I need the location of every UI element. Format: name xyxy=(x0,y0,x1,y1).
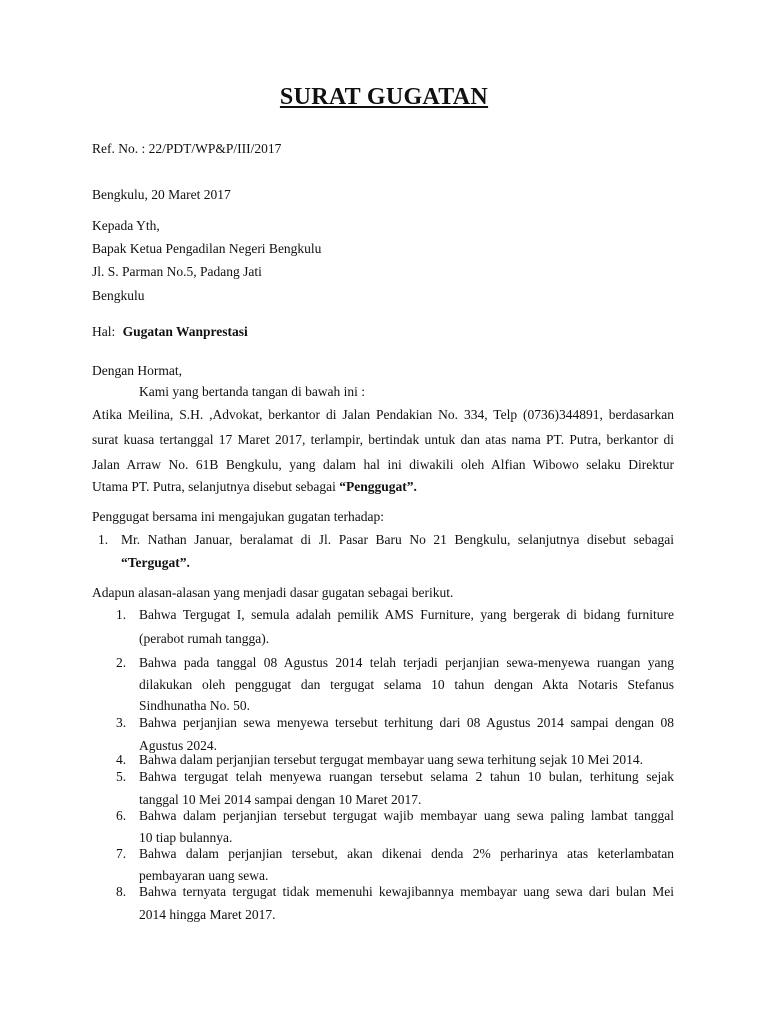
subject-line xyxy=(92,324,248,340)
reason-7-line-2: pembayaran uang sewa. xyxy=(139,868,269,883)
reason-3-line-2: Agustus 2024. xyxy=(139,738,218,753)
penggugat-term: “Penggugat”. xyxy=(339,479,417,494)
defendant-line-1: Mr. Nathan Januar, beralamat di Jl. Pasar Baru No 21 Bengkulu, selanjutnya disebut sebagai xyxy=(121,532,674,547)
reason-8-number: 8. xyxy=(116,884,127,899)
paragraph-2: Penggugat bersama ini mengajukan gugatan terhadap: xyxy=(92,509,385,524)
paragraph-1-line-4-text: Utama PT. Putra, selanjutnya disebut sebagai xyxy=(92,479,340,494)
reason-8-line-2: 2014 hingga Maret 2017. xyxy=(139,907,276,922)
reason-6-line-1: Bahwa dalam perjanjian tersebut tergugat wajib membayar uang sewa paling lambat tanggal xyxy=(139,808,674,823)
reason-1-number: 1. xyxy=(116,607,127,622)
reason-4-number: 4. xyxy=(116,752,127,767)
reason-1-line-1: Bahwa Tergugat I, semula adalah pemilik AMS Furniture, yang bergerak di bidang furniture xyxy=(139,607,674,622)
recipient-line-1: Kepada Yth, xyxy=(92,218,160,233)
reference-number: Ref. No. : 22/PDT/WP&P/III/2017 xyxy=(92,141,282,156)
subject-label: Hal: xyxy=(92,324,116,339)
reason-5-line-1: Bahwa tergugat telah menyewa ruangan tersebut selama 2 tahun 10 bulan, terhitung sejak xyxy=(139,769,674,784)
reason-7-number: 7. xyxy=(116,846,127,861)
reason-2-line-1: Bahwa pada tanggal 08 Agustus 2014 telah terjadi perjanjian sewa-menyewa ruangan yang xyxy=(139,655,674,670)
recipient-line-4: Bengkulu xyxy=(92,288,145,303)
reason-4-line-1: Bahwa dalam perjanjian tersebut tergugat membayar uang sewa terhitung sejak 10 Mei 2014. xyxy=(139,752,643,767)
reason-6-line-2: 10 tiap bulannya. xyxy=(139,830,233,845)
reason-6-number: 6. xyxy=(116,808,127,823)
paragraph-1-line-2: surat kuasa tertanggal 17 Maret 2017, terlampir, bertindak untuk dan atas nama PT. Putra, berkantor di xyxy=(92,432,674,447)
reason-5-line-2: tanggal 10 Mei 2014 sampai dengan 10 Maret 2017. xyxy=(139,792,422,807)
reason-8-line-1: Bahwa ternyata tergugat tidak memenuhi kewajibannya membayar uang sewa dari bulan Mei xyxy=(139,884,674,899)
recipient-line-3: Jl. S. Parman No.5, Padang Jati xyxy=(92,264,262,279)
paragraph-1-line-1: Atika Meilina, S.H. ,Advokat, berkantor di Jalan Pendakian No. 334, Telp (0736)344891, berdasarkan xyxy=(92,407,674,422)
defendant-number: 1. xyxy=(98,532,109,547)
place-date: Bengkulu, 20 Maret 2017 xyxy=(92,187,231,202)
greeting: Dengan Hormat, xyxy=(92,363,182,378)
paragraph-1-line-4 xyxy=(92,479,417,495)
reasons-intro: Adapun alasan-alasan yang menjadi dasar gugatan sebagai berikut. xyxy=(92,585,454,600)
reason-2-line-2: dilakukan oleh penggugat dan tergugat selama 10 tahun dengan Akta Notaris Stefanus xyxy=(139,677,674,692)
reason-1-line-2: (perabot rumah tangga). xyxy=(139,631,270,646)
recipient-line-2: Bapak Ketua Pengadilan Negeri Bengkulu xyxy=(92,241,322,256)
intro-line: Kami yang bertanda tangan di bawah ini : xyxy=(139,384,366,399)
reason-2-number: 2. xyxy=(116,655,127,670)
defendant-line-2: “Tergugat”. xyxy=(121,555,190,570)
reason-3-line-1: Bahwa perjanjian sewa menyewa tersebut terhitung dari 08 Agustus 2014 sampai dengan 08 xyxy=(139,715,674,730)
reason-7-line-1: Bahwa dalam perjanjian tersebut, akan dikenai denda 2% perharinya atas keterlambatan xyxy=(139,846,674,861)
subject-value: Gugatan Wanprestasi xyxy=(122,324,248,339)
document-title: SURAT GUGATAN xyxy=(279,84,489,110)
reason-2-line-3: Sindhunatha No. 50. xyxy=(139,698,250,713)
reason-3-number: 3. xyxy=(116,715,127,730)
paragraph-1-line-3: Jalan Arraw No. 61B Bengkulu, yang dalam hal ini diwakili oleh Alfian Wibowo selaku Direktur xyxy=(92,457,674,472)
reason-5-number: 5. xyxy=(116,769,127,784)
